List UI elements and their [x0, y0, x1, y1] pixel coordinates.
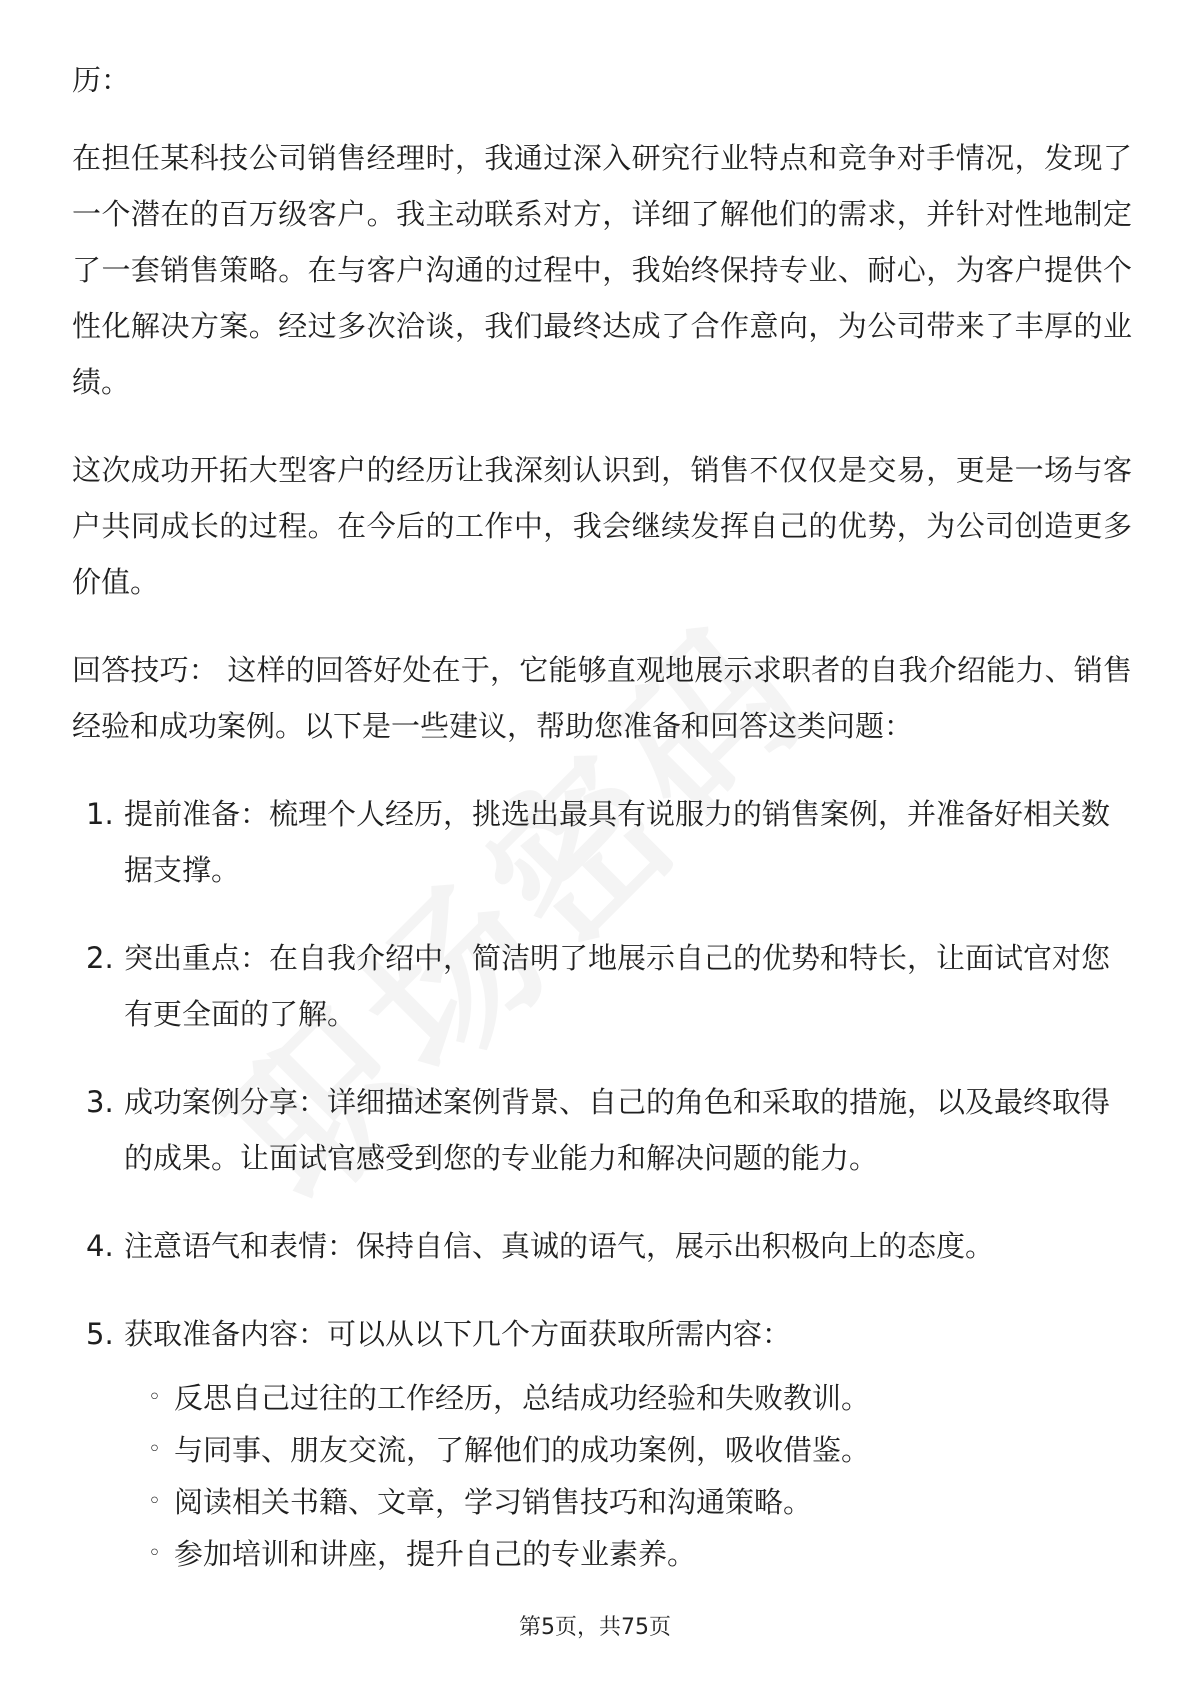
- tip-item: [72, 930, 1132, 1042]
- source-text: 阅读相关书籍、文章，学习销售技巧和沟通策略。: [174, 1485, 813, 1519]
- tip-number: 5.: [86, 1317, 114, 1351]
- tip-text: 成功案例分享：详细描述案例背景、自己的角色和采取的措施，以及最终取得的成果。让面试官感受到您的专业能力和解决问题的能力。: [124, 1085, 1111, 1175]
- tip-number: 3.: [86, 1085, 114, 1119]
- source-item: [124, 1476, 1132, 1528]
- tip-item: [72, 786, 1132, 898]
- tip-item: [72, 1218, 1132, 1274]
- bullet-icon: ◦: [148, 1541, 161, 1566]
- tip-text: 突出重点：在自我介绍中，简洁明了地展示自己的优势和特长，让面试官对您有更全面的了解。: [124, 941, 1111, 1031]
- source-text: 与同事、朋友交流，了解他们的成功案例，吸收借鉴。: [174, 1433, 871, 1467]
- bullet-icon: ◦: [148, 1489, 161, 1514]
- tip-number: 2.: [86, 941, 114, 975]
- source-item: [124, 1372, 1132, 1424]
- bullet-icon: ◦: [148, 1437, 161, 1462]
- tip-number: 4.: [86, 1229, 114, 1263]
- bullet-icon: ◦: [148, 1385, 161, 1410]
- page-number-footer: 第5页，共75页: [519, 1615, 671, 1640]
- tip-text: 获取准备内容：可以从以下几个方面获取所需内容：: [124, 1317, 792, 1351]
- tip-number: 1.: [86, 797, 114, 831]
- paragraph-reflection: 这次成功开拓大型客户的经历让我深刻认识到，销售不仅仅是交易，更是一场与客户共同成长的过程。在今后的工作中，我会继续发挥自己的优势，为公司创造更多价值。: [72, 453, 1132, 599]
- paragraph-intro-tail: 历：: [72, 63, 131, 97]
- tips-list: [72, 786, 1132, 1580]
- tip-text: 注意语气和表情：保持自信、真诚的语气，展示出积极向上的态度。: [124, 1229, 995, 1263]
- source-item: [124, 1424, 1132, 1476]
- source-item: [124, 1528, 1132, 1580]
- tip-item: [72, 1306, 1132, 1580]
- tip-item: [72, 1074, 1132, 1186]
- tip-text: 提前准备：梳理个人经历，挑选出最具有说服力的销售案例，并准备好相关数据支撑。: [124, 797, 1111, 887]
- source-text: 反思自己过往的工作经历，总结成功经验和失败教训。: [174, 1381, 871, 1415]
- source-text: 参加培训和讲座，提升自己的专业素养。: [174, 1537, 697, 1571]
- paragraph-answer-tips: 回答技巧： 这样的回答好处在于，它能够直观地展示求职者的自我介绍能力、销售经验和成功案例。以下是一些建议，帮助您准备和回答这类问题：: [72, 653, 1132, 743]
- sources-list: [124, 1372, 1132, 1580]
- paragraph-experience: 在担任某科技公司销售经理时，我通过深入研究行业特点和竞争对手情况，发现了一个潜在的百万级客户。我主动联系对方，详细了解他们的需求，并针对性地制定了一套销售策略。在与客户沟通的过程中，我始终保持专业、耐心，为客户提供个性化解决方案。经过多次洽谈，我们最终达成了合作意向，为公司带来了丰厚的业绩。: [72, 141, 1132, 399]
- document-body: [72, 52, 1132, 1612]
